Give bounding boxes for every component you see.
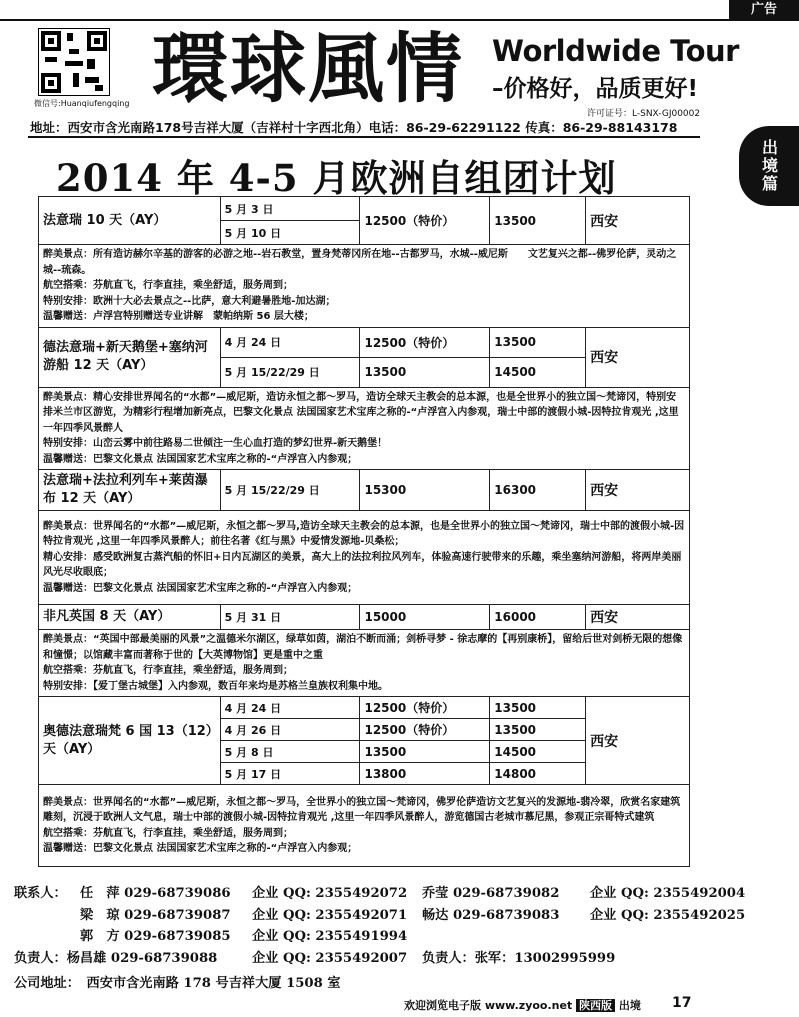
tour-price-alt: 13500 [490,697,586,719]
tour-price-alt: 14500 [490,358,586,387]
tour-date: 5 月 15/22/29 日 [220,358,360,387]
contact-qq: 企业 QQ: 2355492025 [590,907,746,923]
desc-line: 醉美景点：世界闻名的“水都”—威尼斯，永恒之都～罗马,造访全球天主教会的总本源，也是全世界小的独立国～梵谛冈，瑞士中部的渡假小城-因特拉肯观光 ,这里一年四季风景醉人；前往名著《红与黑》中爱情发源地-贝桑松； [43,520,685,548]
tour-date: 4 月 26 日 [220,719,360,741]
tour-price-alt: 13500 [490,327,586,358]
contact-phone: 畅达 029-68739083 [422,907,560,923]
desc-line: 特别安排：欧洲十大必去景点之--比萨，意大利避暑胜地-加达湖； [43,295,336,307]
company-address-row [14,973,754,995]
tour-price-alt: 14500 [490,741,586,763]
tour-price-alt: 13500 [490,197,586,245]
desc-line: 特别安排：【爱丁堡古城堡】入内参观，数百年来均是苏格兰皇族权利集中地。 [43,680,388,692]
desc-line: 温馨赠送：巴黎文化景点 法国国家艺术宝库之称的-“卢浮宫入内参观； [43,453,358,465]
tour-row [39,470,690,511]
manager-row [14,948,754,970]
tour-price-alt: 16300 [490,470,586,511]
desc-line: 精心安排：感受欧洲复古蒸汽船的怀旧+日内瓦湖区的美景，高大上的法拉利拉风列车，体验高速行驶带来的乐趣，乘坐塞纳河游船，将两岸美丽风光尽收眼底； [43,551,682,579]
contact-row [14,905,754,927]
contact-qq: 企业 QQ: 2355492071 [252,907,408,923]
contact-lead: 联系人： [14,886,67,901]
tour-date: 5 月 3 日 [220,197,360,221]
contact-block [14,883,754,995]
desc-line: 醉美景点：“英国中部最美丽的风景”之温德米尔湖区，绿草如茵，湖泊不断而涌；剑桥寻梦 - 徐志摩的【再别康桥】，留给后世对剑桥无限的想像和憧憬；以馆藏丰富而著称于世的【大英博物馆】更是重中之重 [43,634,683,661]
contact-phone: 郭 方 029-68739085 [80,929,231,944]
departure-city: 西安 [586,327,690,387]
departure-city: 西安 [586,697,690,785]
departure-city: 西安 [586,605,690,630]
tour-plan-table [38,196,690,867]
tour-row [39,327,690,358]
tour-price: 13500 [360,741,490,763]
page-number: 17 [672,995,692,1011]
desc-line: 温馨赠送：巴黎文化景点 法国国家艺术宝库之称的-“卢浮宫入内参观； [43,843,358,854]
tour-price: 13800 [360,763,490,785]
desc-line: 航空搭乘：芬航直飞，行李直挂，乘坐舒适，服务周到； [43,665,293,676]
brand-logo-text: 環球風情 [152,24,464,113]
slogan: –价格好，品质更好! [492,76,698,102]
permit-number: 许可证号：L-SNX-GJ00002 [587,109,701,119]
contact-qq: 企业 QQ: 2355492072 [252,886,408,901]
tour-name: 德法意瑞+新天鹅堡+塞纳河游船 12 天（AY） [39,327,221,387]
tour-row [39,605,690,630]
tour-row [39,197,690,221]
tour-description [39,511,690,605]
desc-line: 醉美景点：所有造访赫尔辛基的游客的必游之地--岩石教堂，置身梵蒂冈所在地--古都罗马，水城--威尼斯 文艺复兴之都--佛罗伦萨，灵动之城--琉森。 [43,249,677,276]
contact-phone: 梁 琼 029-68739087 [80,907,231,923]
footer [404,997,641,1013]
tour-price: 12500（特价） [360,197,490,245]
tour-date: 4 月 24 日 [220,697,360,719]
manager-qq: 企业 QQ: 2355492007 [252,950,408,966]
desc-line: 醉美景点：精心安排世界闻名的“水都”—威尼斯，造访永恒之都～罗马，造访全球天主教会的总本源，也是全世界小的独立国～梵谛冈，特别安排米兰市区游览，为精彩行程增加新亮点，巴黎文化景点 法国国家艺术宝库之称的-“卢浮宫入内参观，瑞士中部的渡假小城-因特拉肯观光 ,这里一年四季风景醉人 [43,391,679,434]
desc-line: 醉美景点：世界闻名的“水都”—威尼斯，永恒之都～罗马，全世界小的独立国～梵谛冈，佛罗伦萨造访文艺复兴的发源地-翡冷翠，欣赏名家建筑雕刻，沉浸于欧洲人文气息，瑞士中部的渡假小城-因特拉肯观光 ,这里一年四季风景醉人，游览德国古老城市慕尼黑，参观正宗哥特式建筑 [43,796,681,823]
desc-line: 航空搭乘：芬航直飞，行李直挂，乘坐舒适，服务周到； [43,280,293,291]
top-rule [0,19,799,21]
manager-contact: 负责人：杨昌雄 029-68739088 [14,950,218,966]
tour-date: 5 月 17 日 [220,763,360,785]
tour-desc-row [39,387,690,470]
contact-phone: 任 萍 029-68739086 [80,886,231,901]
contact-row [14,926,754,948]
edition-badge: 陕西版 [576,999,615,1012]
tour-name: 法意瑞+法拉利列车+莱茵瀑布 12 天（AY） [39,470,221,511]
tour-name: 奥德法意瑞梵 6 国 13（12）天（AY） [39,697,221,785]
desc-line: 特别安排：山峦云雾中前往路易二世倾注一生心血打造的梦幻世界-新天鹅堡！ [43,438,388,449]
header-rule [28,136,700,138]
tour-price: 15300 [360,470,490,511]
tour-price-alt: 16000 [490,605,586,630]
wechat-caption: 微信号:Huanqiufengqing [34,99,130,108]
tour-price-alt: 13500 [490,719,586,741]
contact-phone: 乔莹 029-68739082 [422,886,560,901]
qr-code [38,28,110,96]
desc-line: 温馨赠送：卢浮宫特别赠送专业讲解 蒙帕纳斯 56 层大楼； [43,311,314,322]
section-side-tab: 出境篇 [739,126,799,206]
tour-price: 13500 [360,358,490,387]
tour-description [39,630,690,697]
tour-date: 5 月 8 日 [220,741,360,763]
desc-line: 温馨赠送：巴黎文化景点 法国国家艺术宝库之称的-“卢浮宫入内参观； [43,582,358,594]
contact-qq: 企业 QQ: 2355492004 [590,886,746,901]
departure-city: 西安 [586,197,690,245]
tour-date: 5 月 15/22/29 日 [220,470,360,511]
departure-city: 西安 [586,470,690,511]
footer-text: 欢迎浏览电子版 www.zyoo.net [404,999,573,1012]
tour-desc-row [39,630,690,697]
tour-price: 15000 [360,605,490,630]
tour-description [39,387,690,470]
tour-desc-row [39,245,690,328]
desc-line: 航空搭乘：芬航直飞，行李直挂，乘坐舒适，服务周到； [43,827,293,839]
tour-price-alt: 14800 [490,763,586,785]
tour-desc-row [39,785,690,867]
contact-row [14,883,754,905]
manager-contact-2: 负责人：张军：13002995999 [422,950,616,966]
page-title: 2014 年 4-5 月欧洲自组团计划 [56,156,617,200]
tour-date: 4 月 24 日 [220,327,360,358]
tour-name: 非凡英国 8 天（AY） [39,605,221,630]
contact-qq: 企业 QQ: 2355491994 [252,929,408,944]
tour-price: 12500（特价） [360,327,490,358]
brand-english: Worldwide Tour [492,34,739,68]
footer-section: 出境 [618,999,641,1012]
tour-price: 12500（特价） [360,719,490,741]
tour-date: 5 月 31 日 [220,605,360,630]
tour-date: 5 月 10 日 [220,221,360,245]
agency-address: 地址：西安市含光南路178号吉祥大厦（吉祥村十字西北角）电话：86-29-62291122 传真：86-29-88143178 [30,120,678,135]
tour-description [39,785,690,867]
tour-price: 12500（特价） [360,697,490,719]
company-address: 公司地址： 西安市含光南路 178 号吉祥大厦 1508 室 [14,976,341,991]
ad-label: 广告 [729,0,799,20]
tour-name: 法意瑞 10 天（AY） [39,197,221,245]
tour-row [39,697,690,719]
tour-description [39,245,690,328]
tour-desc-row [39,511,690,605]
